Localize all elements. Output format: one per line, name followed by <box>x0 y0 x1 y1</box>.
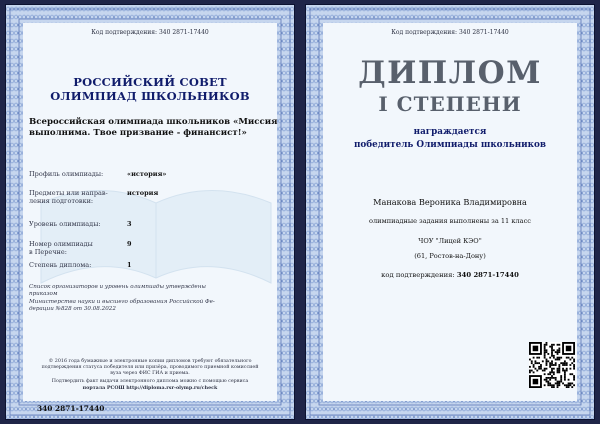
confirmation-code-label: код подтверждения: <box>381 271 455 279</box>
subjects-label-line: Предметы или направ- <box>29 189 108 197</box>
list-number-label <box>29 240 93 256</box>
fine-print-line: Подтвердить факт выдачи электронного диплома можно с помощью сервиса <box>51 379 249 384</box>
qr-code <box>529 342 575 388</box>
confirmation-code-bottom: 340 2871-17440 <box>37 404 105 413</box>
winner-label: победитель Олимпиады школьников <box>353 140 547 150</box>
school-region: (61, Ростов-на-Дону) <box>414 252 486 260</box>
school-name: ЧОУ "Лицей КЭО" <box>418 237 482 245</box>
diploma-front-page <box>306 5 594 419</box>
confirmation-code-value: 340 2871-17440 <box>456 271 519 279</box>
fine-print-line: © 2016 года бумажные и электронные копии дипломов требуют обязательного <box>48 359 252 364</box>
diploma-back-page <box>6 5 294 419</box>
paper-area <box>23 23 278 413</box>
list-number-label-line: Номер олимпиады <box>29 240 93 248</box>
note-line: Министерства науки и высшего образования Российской Фе- <box>29 298 215 305</box>
diploma-heading: ДИПЛОМ <box>358 55 542 91</box>
confirmation-code-line <box>323 271 577 279</box>
fine-print-line: вуза через ФИС ГИА и приема. <box>110 371 190 376</box>
degree-value: 1 <box>127 261 132 269</box>
organization-title <box>23 75 277 103</box>
note-line: дерации №828 от 30.08.2022 <box>29 306 116 313</box>
paper-area <box>323 23 577 401</box>
olympiad-name-line: выполнима. Твое призвание - финансист!» <box>29 128 247 138</box>
awarded-label: награждается <box>413 127 487 137</box>
subjects-label <box>29 189 108 205</box>
subjects-label-line: ления подготовки: <box>29 197 94 205</box>
subjects-value: история <box>127 189 159 197</box>
confirmation-code-top: Код подтверждения: 340 2871-17440 <box>91 29 209 36</box>
olympiad-name-line: Всероссийская олимпиада школьников «Миссия <box>29 117 278 127</box>
olympiad-name <box>29 117 279 139</box>
list-number-value: 9 <box>127 240 132 248</box>
fine-print-line: подтверждения статуса победителя или призёра, проводимого приемной комиссией <box>41 365 259 370</box>
fine-print <box>23 359 277 391</box>
degree-label: Степень диплома: <box>29 261 92 269</box>
note-line: приказом <box>29 291 58 298</box>
organizers-note <box>29 284 279 314</box>
confirmation-code-top: Код подтверждения: 340 2871-17440 <box>391 29 509 36</box>
check-service-link: портала РСОШ http://diploma.rsr-olymp.ru/check <box>82 385 218 391</box>
list-number-label-line: в Перечне: <box>29 248 67 256</box>
org-title-line: ОЛИМПИАД ШКОЛЬНИКОВ <box>50 89 250 103</box>
level-value: 3 <box>127 220 132 228</box>
level-label: Уровень олимпиады: <box>29 220 101 228</box>
org-title-line: РОССИЙСКИЙ СОВЕТ <box>73 75 227 89</box>
degree-heading: I СТЕПЕНИ <box>378 92 522 116</box>
note-line: Список организаторов и уровень олимпиады утверждены <box>29 284 206 290</box>
profile-value: «история» <box>127 170 167 178</box>
profile-label: Профиль олимпиады: <box>29 170 104 178</box>
recipient-name: Манакова Вероника Владимировна <box>373 197 527 207</box>
grade-line: олимпиадные задания выполнены за 11 класс <box>369 217 531 225</box>
